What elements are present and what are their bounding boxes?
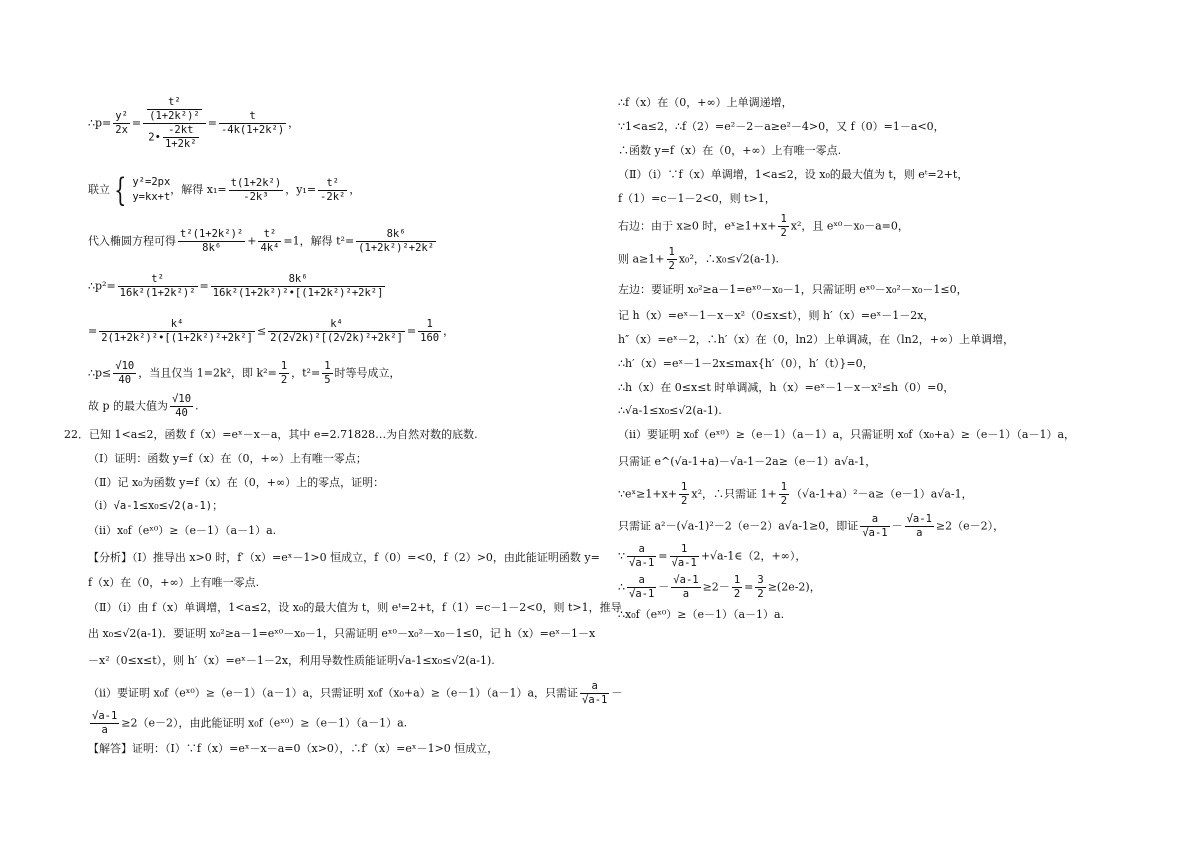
analysis-line-7: $\frac{√a-1}{a}$ ≥2（e－2），由此能证明 x₀f（eˣ⁰）≥（e－1）（a－1）a.: [92, 710, 408, 736]
frac-y2-2x: $\frac{\text{y²}}{2x}$: [115, 110, 128, 136]
pmax-line: ∴p≤ $\frac{√10}{40}$ ，当且仅当 1=2k²，即 k²= $\frac{1}{2}$ ，t²= $\frac{1}{5}$ 时等号成立，: [88, 360, 401, 386]
daiyi-line: 代入椭圆方程可得 $\frac{\text{t²(1+2k²)²}}{\text{8k⁶}}$ + $\frac{\text{t²}}{\text{4k⁴}}$ =1，解得 t²= $\frac{\text{8k⁶}}{\text{(1+2k²)²+2k²}}$: [88, 228, 435, 254]
analysis-line-6: （ii）要证明 x₀f（eˣ⁰）≥（e－1）（a－1）a，只需证明 x₀f（x₀+a）≥（e－1）（a－1）a，只需证 $\frac{a}{√a-1}$ －: [88, 680, 623, 706]
right-line-4: （Ⅱ）（i）∵f（x）单调增，1<a≤2，设 x₀的最大值为 t，则 eᵗ=2+t，: [618, 168, 969, 181]
p2-line: ∴p²= $\frac{\text{t²}}{\text{16k²(1+2k²)²}}$ = $\frac{\text{8k⁶}}{\text{16k²(1+2k²)²•[(1+2k²)²+2k²]}}$: [88, 273, 384, 299]
analysis-line-4: 出 x₀≤√2(a-1)．要证明 x₀²≥a－1=eˣ⁰－x₀－1，只需证明 eˣ⁰－x₀²－x₀－1≤0，记 h（x）=eˣ－1－x: [88, 627, 596, 640]
right-line-6: 右边：由于 x≥0 时，eˣ≥1+x+ $\frac{1}{2}$ x²，且 eˣ⁰－x₀－a=0，: [618, 213, 909, 239]
right-line-1: ∴f（x）在（0，+∞）上单调递增，: [618, 96, 793, 109]
right-line-11: ∴h′（x）=eˣ－1－2x≤max{h′（0），h′（t）}=0，: [618, 357, 874, 370]
pmax-conclusion: 故 p 的最大值为 $\frac{√10}{40}$ .: [88, 393, 199, 419]
ineq-line: = $\frac{\text{k⁴}}{\text{2(1+2k²)²•[(1+2k²)²+2k²]}}$ ≤ $\frac{\text{k⁴}}{\text{2(2√2k)²[(2√2k)²+2k²]}}$ = $\frac{1}{160}$ ，: [88, 318, 455, 344]
right-line-14: （ii）要证明 x₀f（eˣ⁰）≥（e－1）（a－1）a，只需证明 x₀f（x₀+a）≥（e－1）（a－1）a，: [618, 428, 1076, 441]
right-line-5: f（1）=c－1－2<0，则 t>1，: [618, 192, 776, 205]
right-line-12: ∴h（x）在 0≤x≤t 时单调减，h（x）=eˣ－1－x－x²≤h（0）=0，: [618, 381, 955, 394]
right-line-19: ∴ $\frac{a}{√a-1}$ － $\frac{√a-1}{a}$ ≥2－ $\frac{1}{2}$ = $\frac{3}{2}$ ≥(2e-2)，: [618, 574, 821, 600]
analysis-line-1: 【分析】（Ⅰ）推导出 x>0 时，f′（x）=eˣ－1>0 恒成立，f（0）=<0，f（2）>0，由此能证明函数 y=: [88, 551, 600, 564]
right-line-15: 只需证 e^(√a-1+a)－√a-1－2a≥（e－1）a√a-1，: [618, 455, 877, 468]
analysis-line-2: f（x）在（0，+∞）上有唯一零点.: [88, 576, 260, 589]
right-line-9: 记 h（x）=eˣ－1－x－x²（0≤x≤t），则 h′（x）=eˣ－1－2x，: [618, 309, 935, 322]
solution-start: 【解答】证明：（Ⅰ）∵f（x）=eˣ－x－a=0（x>0），∴f′（x）=eˣ－1>0 恒成立，: [88, 742, 499, 755]
right-line-20: ∴x₀f（eˣ⁰）≥（e－1）（a－1）a.: [618, 608, 785, 621]
question-22-part-2i: （ⅰ）√a-1≤x₀≤√2(a-1)；: [88, 499, 224, 512]
question-22-part-2ii: （ⅱ）x₀f（eˣ⁰）≥（e－1）（a－1）a.: [88, 524, 277, 537]
question-22: 22．已知 1<a≤2，函数 f（x）=eˣ－x－a，其中 e=2.71828…为自然对数的底数.: [64, 428, 478, 441]
question-22-part-2: （Ⅱ）记 x₀为函数 y=f（x）在（0，+∞）上的零点，证明：: [88, 476, 385, 489]
analysis-line-5: －x²（0≤x≤t），则 h′（x）=eˣ－1－2x，利用导数性质能证明√a-1≤x₀≤√2(a-1).: [88, 654, 495, 667]
right-line-18: ∵ $\frac{a}{√a-1}$ = $\frac{1}{√a-1}$ +√a-1∈（2，+∞），: [618, 543, 807, 569]
lianli-line: 联立 { y²=2px y=kx+t ，解得 x₁= $\frac{\text{t(1+2k²)}}{\text{-2k³}}$ ，y₁= $\frac{\text{t²}}{\text{-2k²}}$ ，: [88, 171, 361, 209]
right-line-13: ∴√a-1≤x₀≤√2(a-1).: [618, 404, 722, 417]
right-line-2: ∵1<a≤2，∴f（2）=e²－2－a≥e²－4>0，又 f（0）=1－a<0，: [618, 120, 945, 133]
right-line-8: 左边：要证明 x₀²≥a－1=eˣ⁰－x₀－1，只需证明 eˣ⁰－x₀²－x₀－1≤0，: [618, 283, 968, 296]
analysis-line-3: （Ⅱ）（i）由 f（x）单调增，1<a≤2，设 x₀的最大值为 t，则 eᵗ=2+t，f（1）=c－1－2<0，则 t>1，推导: [88, 601, 622, 614]
right-line-17: 只需证 a²－(√a-1)²－2（e－2）a√a-1≥0，即证 $\frac{a}{√a-1}$ － $\frac{√a-1}{a}$ ≥2（e－2），: [618, 513, 1005, 539]
right-line-10: h″（x）=eˣ－2，∴h′（x）在（0，ln2）上单调减，在（ln2，+∞）上单调增，: [618, 333, 1015, 346]
p-expression: ∴p= $\frac{\text{y²}}{2x}$ = $\frac{\text{t²}}{\text{(1+2k²)²}}$ 2• $\frac{-2kt}{\text{1+2k²}}$ = $\frac{t}{\text{-4k(1+2k²)}}$ ，: [88, 96, 300, 150]
question-22-part-1: （Ⅰ）证明：函数 y=f（x）在（0，+∞）上有唯一零点；: [88, 452, 367, 465]
equation-system: y²=2px y=kx+t: [132, 176, 171, 203]
brace-symbol: {: [114, 171, 127, 209]
frac-t-4k: $\frac{t}{\text{-4k(1+2k²)}}$: [220, 110, 285, 136]
right-line-7: 则 a≥1+ $\frac{1}{2}$ x₀²，∴x₀≤√2(a-1).: [618, 246, 780, 272]
p-lead: ∴p=: [88, 116, 112, 130]
frac-big: $\frac{\text{t²}}{\text{(1+2k²)²}}$ 2• $\frac{-2kt}{\text{1+2k²}}$: [143, 96, 206, 151]
right-line-3: ∴函数 y=f（x）在（0，+∞）上有唯一零点.: [618, 144, 842, 157]
right-line-16: ∵eˣ≥1+x+ $\frac{1}{2}$ x²，∴只需证 1+ $\frac{1}{2}$ （√a-1+a）²－a≥（e－1）a√a-1，: [618, 481, 973, 507]
